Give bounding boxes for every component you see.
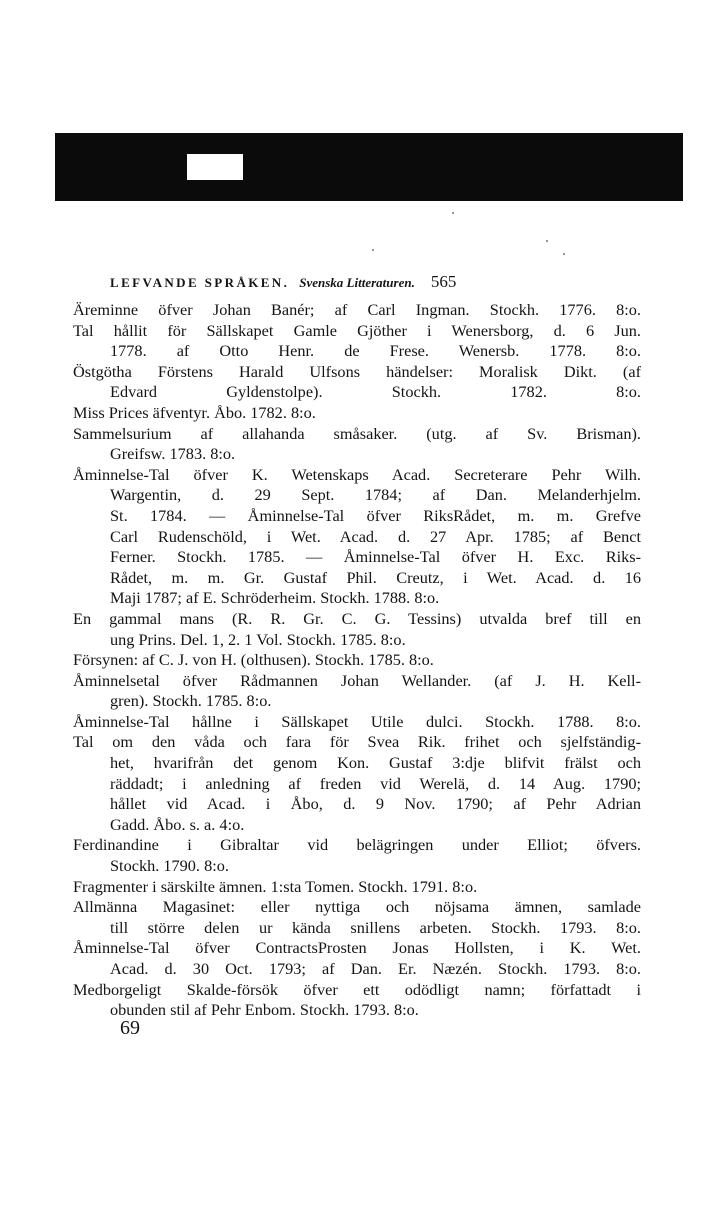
running-header	[110, 272, 682, 300]
speck-2	[546, 240, 548, 242]
text-line: till större delen ur kända snillens arbeten. Stockh. 1793. 8:o.	[110, 917, 641, 937]
text-line: Östgötha Förstens Harald Ulfsons händelser: Moralisk Dikt. (af	[73, 361, 641, 381]
text-line: Åminnelse-Tal öfver K. Wetenskaps Acad. Secreterare Pehr Wilh.	[73, 464, 641, 484]
running-head-subtitle: Svenska Litteraturen.	[299, 275, 415, 290]
speck-1	[452, 212, 454, 214]
text-line: Åminnelse-Tal hållne i Sällskapet Utile dulci. Stockh. 1788. 8:o.	[73, 711, 641, 731]
text-line: gren). Stockh. 1785. 8:o.	[110, 691, 272, 711]
text-line: obunden stil af Pehr Enbom. Stockh. 1793. 8:o.	[110, 1000, 419, 1020]
text-line: Rådet, m. m. Gr. Gustaf Phil. Creutz, i Wet. Acad. d. 16	[110, 567, 641, 587]
text-line: Tal om den våda och fara för Svea Rik. frihet och sjelfständig-	[73, 732, 641, 752]
signature-mark: 69	[120, 1017, 140, 1039]
text-line: 1778. af Otto Henr. de Frese. Wenersb. 1778. 8:o.	[110, 341, 641, 361]
page-number: 565	[430, 272, 457, 291]
text-line: hållet vid Acad. i Åbo, d. 9 Nov. 1790; af Pehr Adrian	[110, 794, 641, 814]
text-line: Maji 1787; af E. Schröderheim. Stockh. 1788. 8:o.	[110, 588, 440, 608]
text-line: Gadd. Åbo. s. a. 4:o.	[110, 814, 245, 834]
text-line: Äreminne öfver Johan Banér; af Carl Ingman. Stockh. 1776. 8:o.	[73, 300, 641, 319]
speck-3	[372, 249, 374, 251]
text-line: Carl Rudenschöld, i Wet. Acad. d. 27 Apr. 1785; af Benct	[110, 526, 641, 546]
text-line: räddadt; i anledning af freden vid Werelä, d. 14 Aug. 1790;	[110, 773, 641, 793]
text-line: Ferdinandine i Gibraltar vid belägringen under Elliot; öfvers.	[73, 835, 641, 855]
text-line: Tal hållit för Sällskapet Gamle Gjöther i Wenersborg, d. 6 Jun.	[73, 320, 641, 340]
text-line: Greifsw. 1783. 8:o.	[110, 444, 236, 464]
text-line: Stockh. 1790. 8:o.	[110, 856, 229, 876]
text-line: Ferner. Stockh. 1785. — Åminnelse-Tal öfver H. Exc. Riks-	[110, 547, 641, 567]
speck-4	[563, 253, 565, 255]
running-head-title: LEFVANDE SPRÅKEN.	[110, 275, 290, 290]
text-line: Medborgeligt Skalde-försök öfver ett odödligt namn; författadt i	[73, 979, 641, 999]
bibliography-text	[73, 300, 641, 1021]
text-line: Wargentin, d. 29 Sept. 1784; af Dan. Melanderhjelm.	[110, 485, 641, 505]
text-line: Fragmenter i särskilte ämnen. 1:sta Tomen. Stockh. 1791. 8:o.	[73, 876, 478, 896]
text-line: het, hvarifrån det genom Kon. Gustaf 3:dje blifvit frälst och	[110, 753, 641, 773]
black-redaction-bar	[55, 133, 683, 201]
text-line: Sammelsurium af allahanda småsaker. (utg. af Sv. Brisman).	[73, 423, 641, 443]
white-notch	[187, 154, 243, 180]
text-line: Edvard Gyldenstolpe). Stockh. 1782. 8:o.	[110, 382, 641, 402]
text-line: En gammal mans (R. R. Gr. C. G. Tessins) utvalda bref till en	[73, 608, 641, 628]
text-line: Åminnelsetal öfver Rådmannen Johan Wellander. (af J. H. Kell-	[73, 670, 641, 690]
text-line: Miss Prices äfventyr. Åbo. 1782. 8:o.	[73, 402, 316, 422]
text-line: Allmänna Magasinet: eller nyttiga och nöjsama ämnen, samlade	[73, 897, 641, 917]
text-line: ung Prins. Del. 1, 2. 1 Vol. Stockh. 1785. 8:o.	[110, 629, 406, 649]
text-line: Acad. d. 30 Oct. 1793; af Dan. Er. Næzén. Stockh. 1793. 8:o.	[110, 959, 641, 978]
text-line: Försynen: af C. J. von H. (olthusen). Stockh. 1785. 8:o.	[73, 650, 434, 670]
text-line: St. 1784. — Åminnelse-Tal öfver RiksRådet, m. m. Grefve	[110, 505, 641, 525]
text-line: Åminnelse-Tal öfver ContractsProsten Jonas Hollsten, i K. Wet.	[73, 938, 641, 958]
